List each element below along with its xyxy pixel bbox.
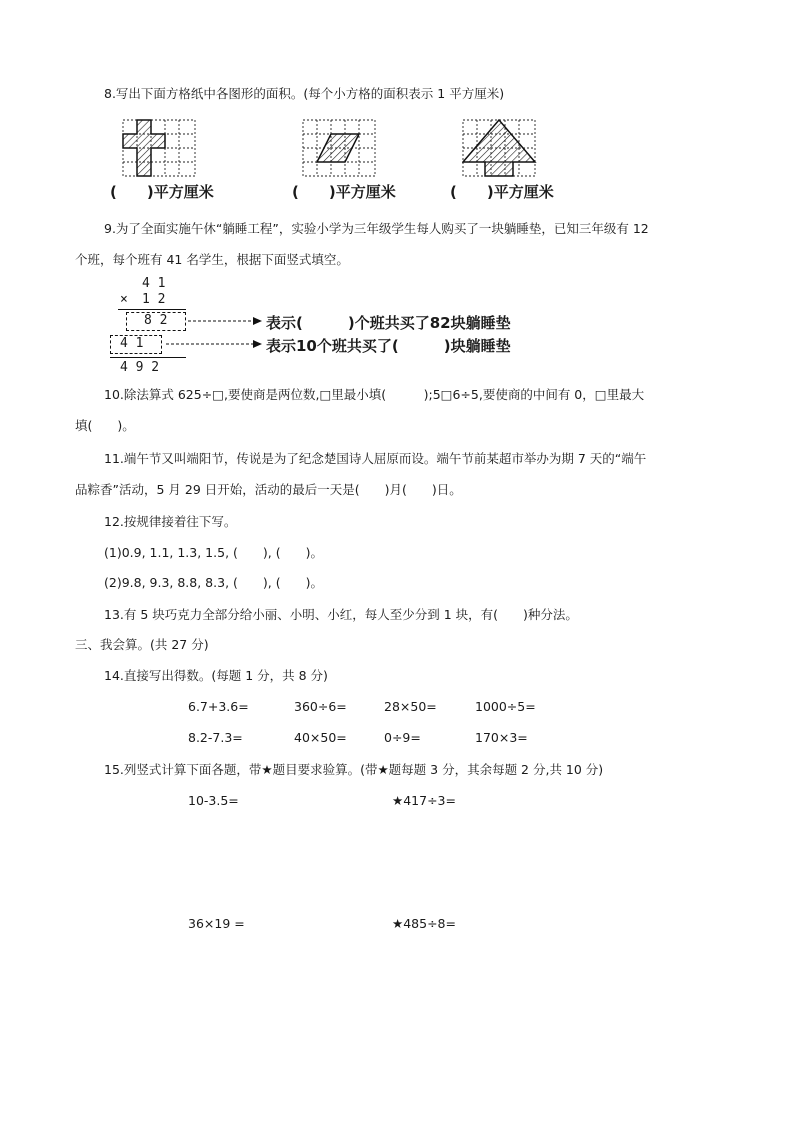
grid-figure-arrow	[462, 119, 537, 177]
q15-item-star[interactable]: ★417÷3=	[392, 793, 456, 808]
q12-row-2[interactable]: (2)9.8, 9.3, 8.8, 8.3, ( ), ( )。	[104, 575, 323, 590]
q14-item[interactable]: 40×50=	[294, 730, 347, 745]
q15-item-star[interactable]: ★485÷8=	[392, 916, 456, 931]
q14-item[interactable]: 28×50=	[384, 699, 437, 714]
rule-2	[110, 357, 186, 358]
q8-text: 8.写出下面方格纸中各图形的面积。(每个小方格的面积表示 1 平方厘米)	[104, 86, 505, 101]
grid-figure-cross	[122, 119, 197, 177]
q8-answer-1[interactable]: ( )平方厘米	[110, 183, 214, 201]
q14-item[interactable]: 360÷6=	[294, 699, 347, 714]
grid-figure-parallelogram	[302, 119, 377, 177]
q9-arrow-2-text[interactable]: 表示10个班共买了( )块躺睡垫	[266, 337, 511, 355]
multiplier: 1 2	[142, 292, 166, 307]
q11-line-2[interactable]: 品粽香”活动，5 月 29 日开始，活动的最后一天是( )月( )日。	[75, 482, 462, 497]
q10-line-1[interactable]: 10.除法算式 625÷□,要使商是两位数,□里最小填( );5□6÷5,要使商的中间有 0，□里最大	[104, 387, 645, 402]
partial-product-2: 4 1	[120, 336, 144, 351]
q10-line-2[interactable]: 填( )。	[75, 418, 135, 433]
q8-answer-3[interactable]: ( )平方厘米	[450, 183, 554, 201]
q14-item[interactable]: 170×3=	[475, 730, 528, 745]
q12-row-1[interactable]: (1)0.9, 1.1, 1.3, 1.5, ( ), ( )。	[104, 545, 323, 560]
q15-title: 15.列竖式计算下面各题，带★题目要求验算。(带★题每题 3 分，其余每题 2 分,共 10 分)	[104, 762, 604, 777]
arrow-1	[187, 315, 263, 327]
q14-item[interactable]: 8.2-7.3=	[188, 730, 243, 745]
section-3-title: 三、我会算。(共 27 分)	[75, 637, 209, 652]
q9-line-2: 个班，每个班有 41 名学生，根据下面竖式填空。	[75, 252, 349, 267]
arrow-2	[165, 338, 263, 350]
q15-item[interactable]: 36×19 =	[188, 916, 245, 931]
times-sign: ×	[120, 292, 128, 307]
q14-item[interactable]: 6.7+3.6=	[188, 699, 249, 714]
vertical-multiplication	[108, 276, 198, 376]
q8-answer-2[interactable]: ( )平方厘米	[292, 183, 396, 201]
q15-item[interactable]: 10-3.5=	[188, 793, 239, 808]
q13-text[interactable]: 13.有 5 块巧克力全部分给小丽、小明、小红，每人至少分到 1 块，有( )种分法。	[104, 607, 578, 622]
rule-1	[118, 309, 186, 310]
q11-line-1: 11.端午节又叫端阳节，传说是为了纪念楚国诗人屈原而设。端午节前某超市举办为期 7 天的“端午	[104, 451, 647, 466]
partial-product-1: 8 2	[144, 313, 168, 328]
q9-arrow-1-text[interactable]: 表示( )个班共买了82块躺睡垫	[266, 314, 511, 332]
q14-title: 14.直接写出得数。(每题 1 分，共 8 分)	[104, 668, 328, 683]
q14-item[interactable]: 0÷9=	[384, 730, 421, 745]
multiplicand: 4 1	[142, 276, 166, 291]
q9-line-1: 9.为了全面实施午休“躺睡工程”，实验小学为三年级学生每人购买了一块躺睡垫，已知三年级有 12	[104, 221, 649, 236]
q14-item[interactable]: 1000÷5=	[475, 699, 536, 714]
q12-title: 12.按规律接着往下写。	[104, 514, 237, 529]
product: 4 9 2	[120, 360, 160, 375]
